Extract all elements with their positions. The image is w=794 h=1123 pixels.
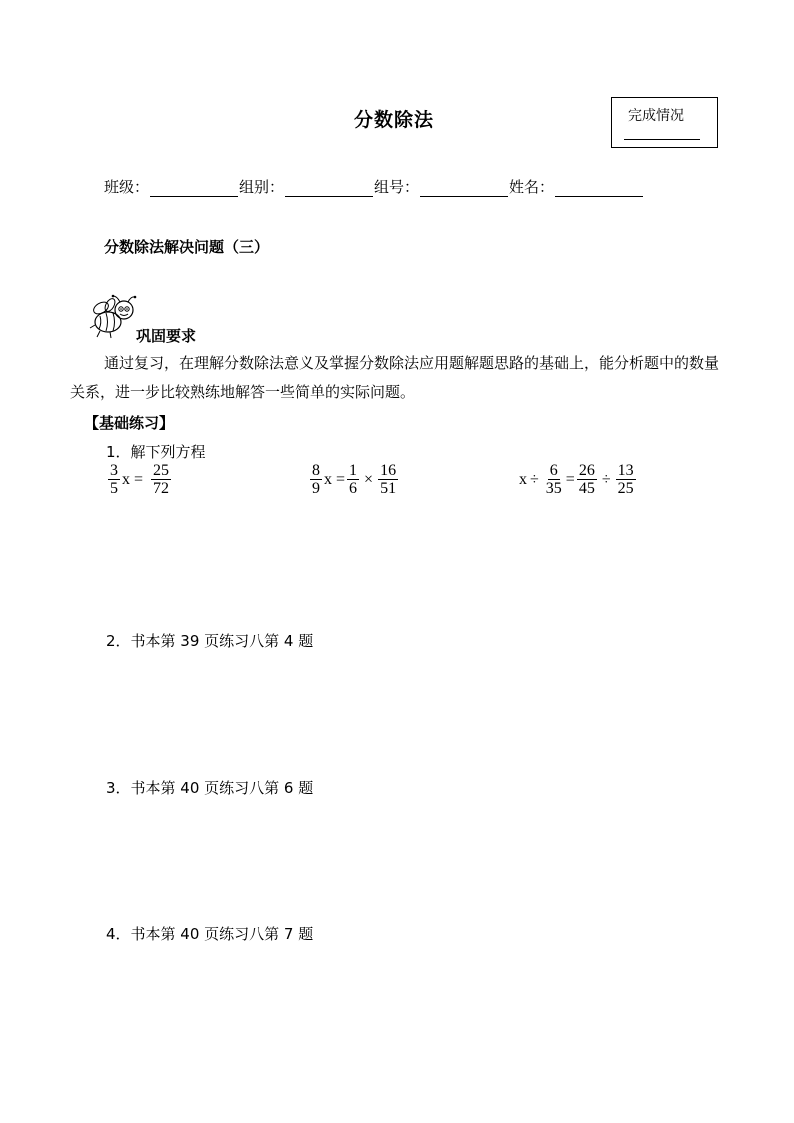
basic-practice-heading: 【基础练习】 bbox=[84, 414, 175, 432]
fraction bbox=[108, 462, 120, 497]
bee-icon bbox=[86, 292, 142, 342]
question-3: 3．书本第 40 页练习八第 6 题 bbox=[106, 779, 314, 797]
numerator: 13 bbox=[617, 462, 634, 479]
denominator: 25 bbox=[617, 480, 634, 497]
numerator: 3 bbox=[110, 462, 118, 479]
fraction bbox=[616, 462, 636, 497]
student-info-row bbox=[104, 176, 644, 197]
group-number-label: 组号： bbox=[374, 178, 420, 196]
divide-sign: ÷ bbox=[601, 470, 611, 488]
requirements-title: 巩固要求 bbox=[136, 327, 197, 345]
numerator: 8 bbox=[312, 462, 320, 479]
fraction bbox=[151, 462, 171, 497]
class-label: 班级： bbox=[104, 178, 150, 196]
denominator: 45 bbox=[578, 480, 595, 497]
fraction bbox=[347, 462, 359, 497]
numerator: 26 bbox=[578, 462, 595, 479]
group-blank bbox=[285, 180, 373, 197]
multiply-sign: × bbox=[364, 470, 374, 488]
lesson-title: 分数除法解决问题（三） bbox=[104, 238, 270, 256]
denominator: 6 bbox=[349, 480, 358, 497]
denominator: 35 bbox=[545, 480, 562, 497]
page-title: 分数除法 bbox=[354, 109, 435, 131]
equals-sign: = bbox=[565, 470, 575, 488]
class-blank bbox=[150, 180, 238, 197]
question-1: 1．解下列方程 bbox=[106, 443, 206, 461]
fraction bbox=[577, 462, 597, 497]
fraction bbox=[378, 462, 398, 497]
group-label: 组别： bbox=[239, 178, 285, 196]
numerator: 6 bbox=[549, 462, 558, 479]
equation-1 bbox=[106, 462, 173, 497]
denominator: 72 bbox=[153, 480, 170, 497]
fraction bbox=[310, 462, 322, 497]
divide-sign: ÷ bbox=[530, 470, 539, 488]
completion-status-blank bbox=[624, 139, 700, 140]
variable: x bbox=[519, 470, 527, 488]
variable-equals: x = bbox=[324, 470, 346, 488]
numerator: 25 bbox=[153, 462, 170, 479]
completion-status-label: 完成情况 bbox=[628, 108, 684, 124]
variable-equals: x = bbox=[122, 470, 144, 488]
completion-status-box bbox=[611, 97, 718, 148]
name-label: 姓名： bbox=[509, 178, 555, 196]
group-number-blank bbox=[420, 180, 508, 197]
numerator: 16 bbox=[380, 462, 397, 479]
name-blank bbox=[555, 180, 643, 197]
numerator: 1 bbox=[349, 462, 358, 479]
equation-3 bbox=[519, 462, 638, 497]
equation-2 bbox=[308, 462, 400, 497]
denominator: 9 bbox=[312, 480, 320, 497]
question-2: 2．书本第 39 页练习八第 4 题 bbox=[106, 632, 314, 650]
denominator: 51 bbox=[380, 480, 397, 497]
denominator: 5 bbox=[110, 480, 118, 497]
requirements-text: 通过复习，在理解分数除法意义及掌握分数除法应用题解题思路的基础上，能分析题中的数量关系，进一步比较熟练地解答一些简单的实际问题。 bbox=[70, 354, 720, 401]
fraction bbox=[544, 462, 564, 497]
question-4: 4．书本第 40 页练习八第 7 题 bbox=[106, 925, 314, 943]
